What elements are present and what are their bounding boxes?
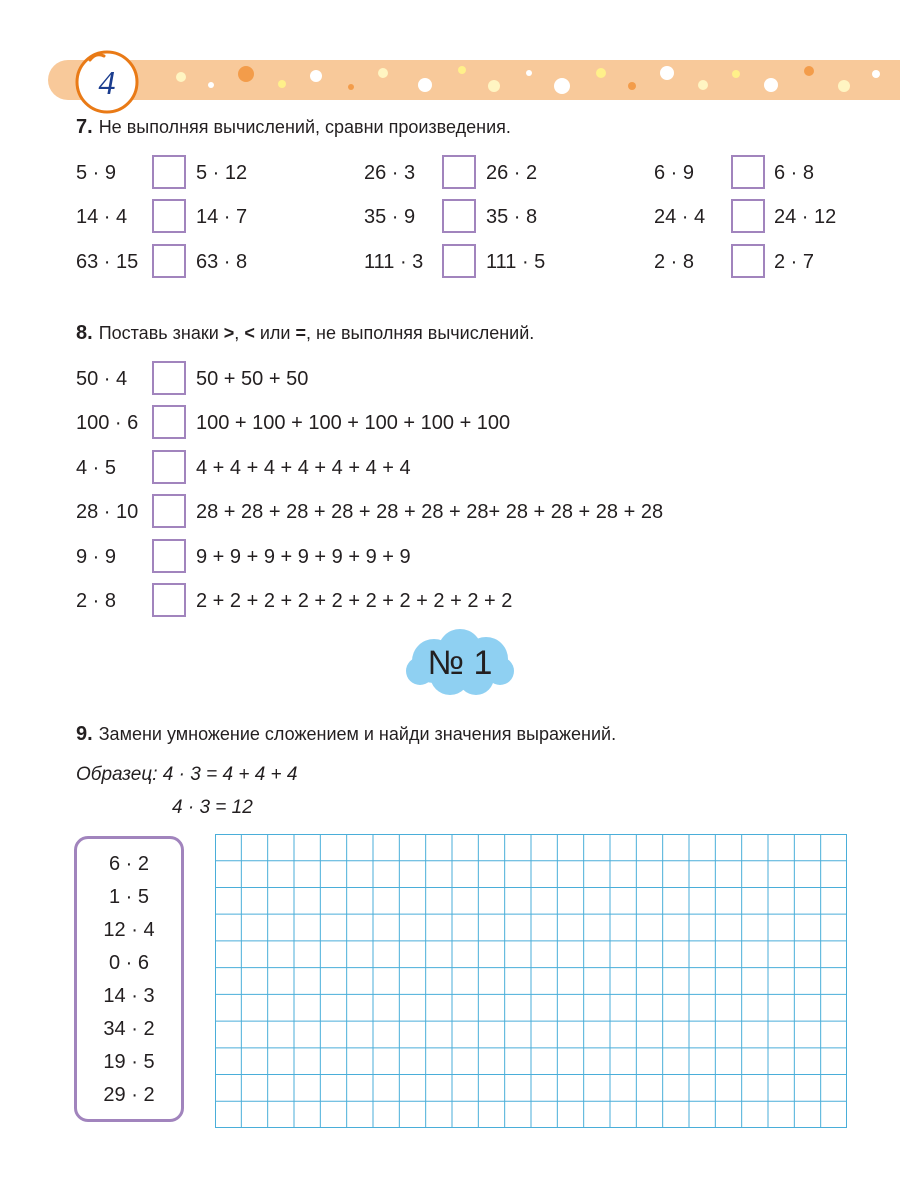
task-8-left: 4 · 5 bbox=[76, 457, 117, 479]
comparison-answer-box[interactable] bbox=[731, 155, 765, 189]
task-7-title bbox=[76, 116, 511, 138]
expression-item: 1 · 5 bbox=[108, 886, 150, 908]
task-7-right: 111 · 5 bbox=[486, 251, 546, 273]
task-7-text: Не выполняя вычислений, сравни произведения. bbox=[98, 117, 511, 137]
header-band bbox=[48, 60, 900, 100]
task-8-right: 100 + 100 + 100 + 100 + 100 + 100 bbox=[196, 412, 511, 434]
task-7-left: 111 · 3 bbox=[364, 251, 424, 273]
task-7-left: 26 · 3 bbox=[364, 162, 416, 184]
sign-equal: = bbox=[295, 323, 307, 343]
task-8-left: 2 · 8 bbox=[76, 590, 117, 612]
task-7-left: 6 · 9 bbox=[654, 162, 695, 184]
expressions-frame bbox=[74, 836, 184, 1122]
task-8-right: 50 + 50 + 50 bbox=[196, 368, 309, 390]
task-7-left: 5 · 9 bbox=[76, 162, 117, 184]
comparison-answer-box[interactable] bbox=[442, 155, 476, 189]
answer-grid[interactable] bbox=[215, 834, 847, 1128]
sample-label: Образец: bbox=[76, 764, 158, 785]
sample-line-1 bbox=[76, 763, 297, 787]
task-7-left: 14 · 4 bbox=[76, 206, 128, 228]
task-8-left: 28 · 10 bbox=[76, 501, 139, 523]
task-8-left: 9 · 9 bbox=[76, 546, 117, 568]
task-7-left: 35 · 9 bbox=[364, 206, 416, 228]
task-8-right: 4 + 4 + 4 + 4 + 4 + 4 + 4 bbox=[196, 457, 411, 479]
comparison-answer-box[interactable] bbox=[442, 244, 476, 278]
task-9-number: 9. bbox=[76, 723, 93, 745]
comparison-answer-box[interactable] bbox=[152, 199, 186, 233]
task-8-left: 100 · 6 bbox=[76, 412, 139, 434]
task-8-right: 28 + 28 + 28 + 28 + 28 + 28 + 28+ 28 + 28 + 28 + 28 bbox=[196, 501, 664, 523]
sign-answer-box[interactable] bbox=[152, 583, 186, 617]
task-9-title bbox=[76, 723, 616, 745]
sign-answer-box[interactable] bbox=[152, 494, 186, 528]
task-8-right: 9 + 9 + 9 + 9 + 9 + 9 + 9 bbox=[196, 546, 411, 568]
task-7-left: 24 · 4 bbox=[654, 206, 706, 228]
task-8-separator: , bbox=[234, 323, 240, 343]
task-8-left: 50 · 4 bbox=[76, 368, 128, 390]
task-7-right: 26 · 2 bbox=[486, 162, 538, 184]
sign-greater: > bbox=[223, 323, 235, 343]
sign-answer-box[interactable] bbox=[152, 361, 186, 395]
task-7-right: 14 · 7 bbox=[196, 206, 248, 228]
task-7-right: 63 · 8 bbox=[196, 251, 248, 273]
comparison-answer-box[interactable] bbox=[152, 155, 186, 189]
expression-item: 14 · 3 bbox=[103, 985, 155, 1007]
task-7-left: 63 · 15 bbox=[76, 251, 139, 273]
task-7-right: 24 · 12 bbox=[774, 206, 837, 228]
task-8-title bbox=[76, 322, 534, 344]
task-7-right: 5 · 12 bbox=[196, 162, 248, 184]
task-8-number: 8. bbox=[76, 322, 93, 344]
expression-item: 34 · 2 bbox=[103, 1018, 155, 1040]
number-badge-text: № 1 bbox=[427, 644, 493, 682]
page-number: 4 bbox=[98, 65, 116, 102]
sign-answer-box[interactable] bbox=[152, 539, 186, 573]
expression-item: 19 · 5 bbox=[103, 1051, 155, 1073]
comparison-answer-box[interactable] bbox=[152, 244, 186, 278]
sample-equation-2: 4 · 3 = 12 bbox=[172, 797, 253, 818]
sign-less: < bbox=[244, 323, 255, 343]
comparison-answer-box[interactable] bbox=[442, 199, 476, 233]
expression-item: 12 · 4 bbox=[103, 919, 155, 941]
page-number-badge bbox=[72, 46, 142, 116]
task-8-or: или bbox=[259, 323, 291, 343]
task-7-left: 2 · 8 bbox=[654, 251, 695, 273]
expression-item: 6 · 2 bbox=[108, 853, 150, 875]
sign-answer-box[interactable] bbox=[152, 405, 186, 439]
expression-item: 29 · 2 bbox=[103, 1084, 155, 1106]
task-9-text: Замени умножение сложением и найди значения выражений. bbox=[98, 724, 617, 744]
task-8-text-before: Поставь знаки bbox=[98, 323, 219, 343]
task-8-right: 2 + 2 + 2 + 2 + 2 + 2 + 2 + 2 + 2 + 2 bbox=[196, 590, 513, 612]
expression-item: 0 · 6 bbox=[108, 952, 150, 974]
sign-answer-box[interactable] bbox=[152, 450, 186, 484]
task-7-right: 6 · 8 bbox=[774, 162, 815, 184]
comparison-answer-box[interactable] bbox=[731, 244, 765, 278]
sample-equation-1: 4 · 3 = 4 + 4 + 4 bbox=[162, 764, 298, 785]
task-7-right: 35 · 8 bbox=[486, 206, 538, 228]
task-7-number: 7. bbox=[76, 116, 93, 138]
task-8-text-after: , не выполняя вычислений. bbox=[306, 323, 535, 343]
comparison-answer-box[interactable] bbox=[731, 199, 765, 233]
task-7-right: 2 · 7 bbox=[774, 251, 815, 273]
